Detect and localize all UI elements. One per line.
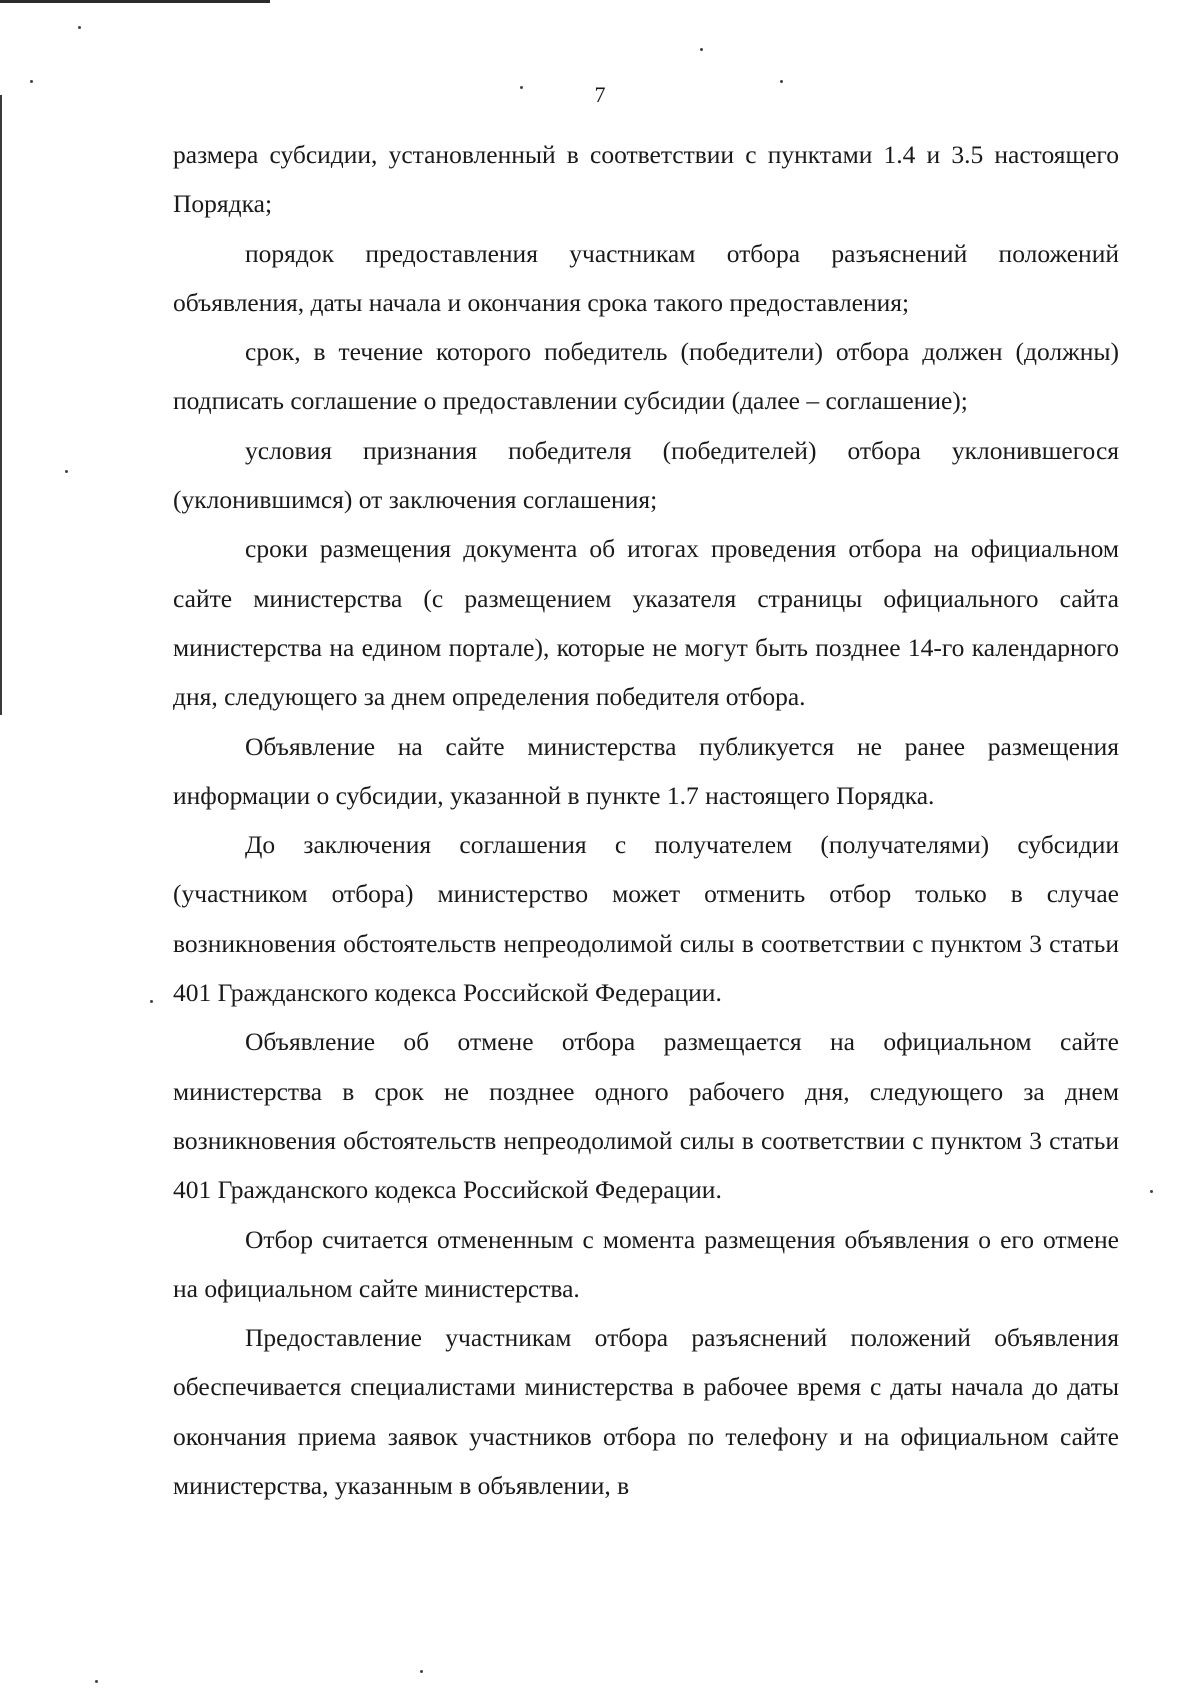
- scan-speck: [95, 1680, 98, 1683]
- paragraph-5: сроки размещения документа об итогах проведения отбора на официальном сайте министерства (с размещением указателя страницы официального сайта министерства на едином портале), которые не могут быть позднее 14-го календарного дня, следующего за днем определения победителя отбора.: [173, 534, 1119, 712]
- scan-speck: [700, 48, 703, 51]
- paragraph-8: Объявление об отмене отбора размещается на официальном сайте министерства в срок не позднее одного рабочего дня, следующего за днем возникновения обстоятельств непреодолимой силы в соответствии с пунктом 3 статьи 401 Гражданского кодекса Российской Федерации.: [173, 1027, 1119, 1205]
- paragraph-4: условия признания победителя (победителей) отбора уклонившегося (уклонившимся) от заключения соглашения;: [173, 435, 1119, 515]
- paragraph-9: Отбор считается отмененным с момента размещения объявления о его отмене на официальном сайте министерства.: [173, 1224, 1119, 1303]
- scan-speck: [150, 1000, 153, 1003]
- scan-speck: [30, 80, 33, 83]
- scan-speck: [1150, 1190, 1153, 1193]
- scan-speck: [420, 1670, 423, 1673]
- scan-edge-left: [0, 95, 2, 715]
- scan-speck: [520, 86, 523, 89]
- paragraph-7: До заключения соглашения с получателем (получателями) субсидии (участником отбора) министерство может отменить отбор только в случае возникновения обстоятельств непреодолимой силы в соответствии с пунктом 3 статьи 401 Гражданского кодекса Российской Федерации.: [173, 830, 1119, 1008]
- paragraph-3: срок, в течение которого победитель (победители) отбора должен (должны) подписать соглашение о предоставлении субсидии (далее – соглашение);: [173, 337, 1119, 416]
- scan-speck: [780, 80, 783, 83]
- paragraph-10: Предоставление участникам отбора разъяснений положений объявления обеспечивается специалистами министерства в рабочее время с даты начала до даты окончания приема заявок участников отбора по телефону и на официальном сайте министерства, указанным в объявлении, в: [173, 1323, 1119, 1501]
- paragraph-1: размера субсидии, установленный в соответствии с пунктами 1.4 и 3.5 настоящего Порядка;: [173, 140, 1119, 219]
- document-body: [173, 130, 1119, 1510]
- scan-edge-top: [0, 0, 270, 3]
- paragraph-6: Объявление на сайте министерства публикуется не ранее размещения информации о субсидии, указанной в пункте 1.7 настоящего Порядка.: [173, 731, 1119, 810]
- scan-speck: [65, 470, 68, 473]
- paragraph-2: порядок предоставления участникам отбора разъяснений положений объявления, даты начала и окончания срока такого предоставления;: [173, 238, 1119, 317]
- scan-speck: [78, 26, 81, 29]
- page-number: 7: [594, 82, 606, 107]
